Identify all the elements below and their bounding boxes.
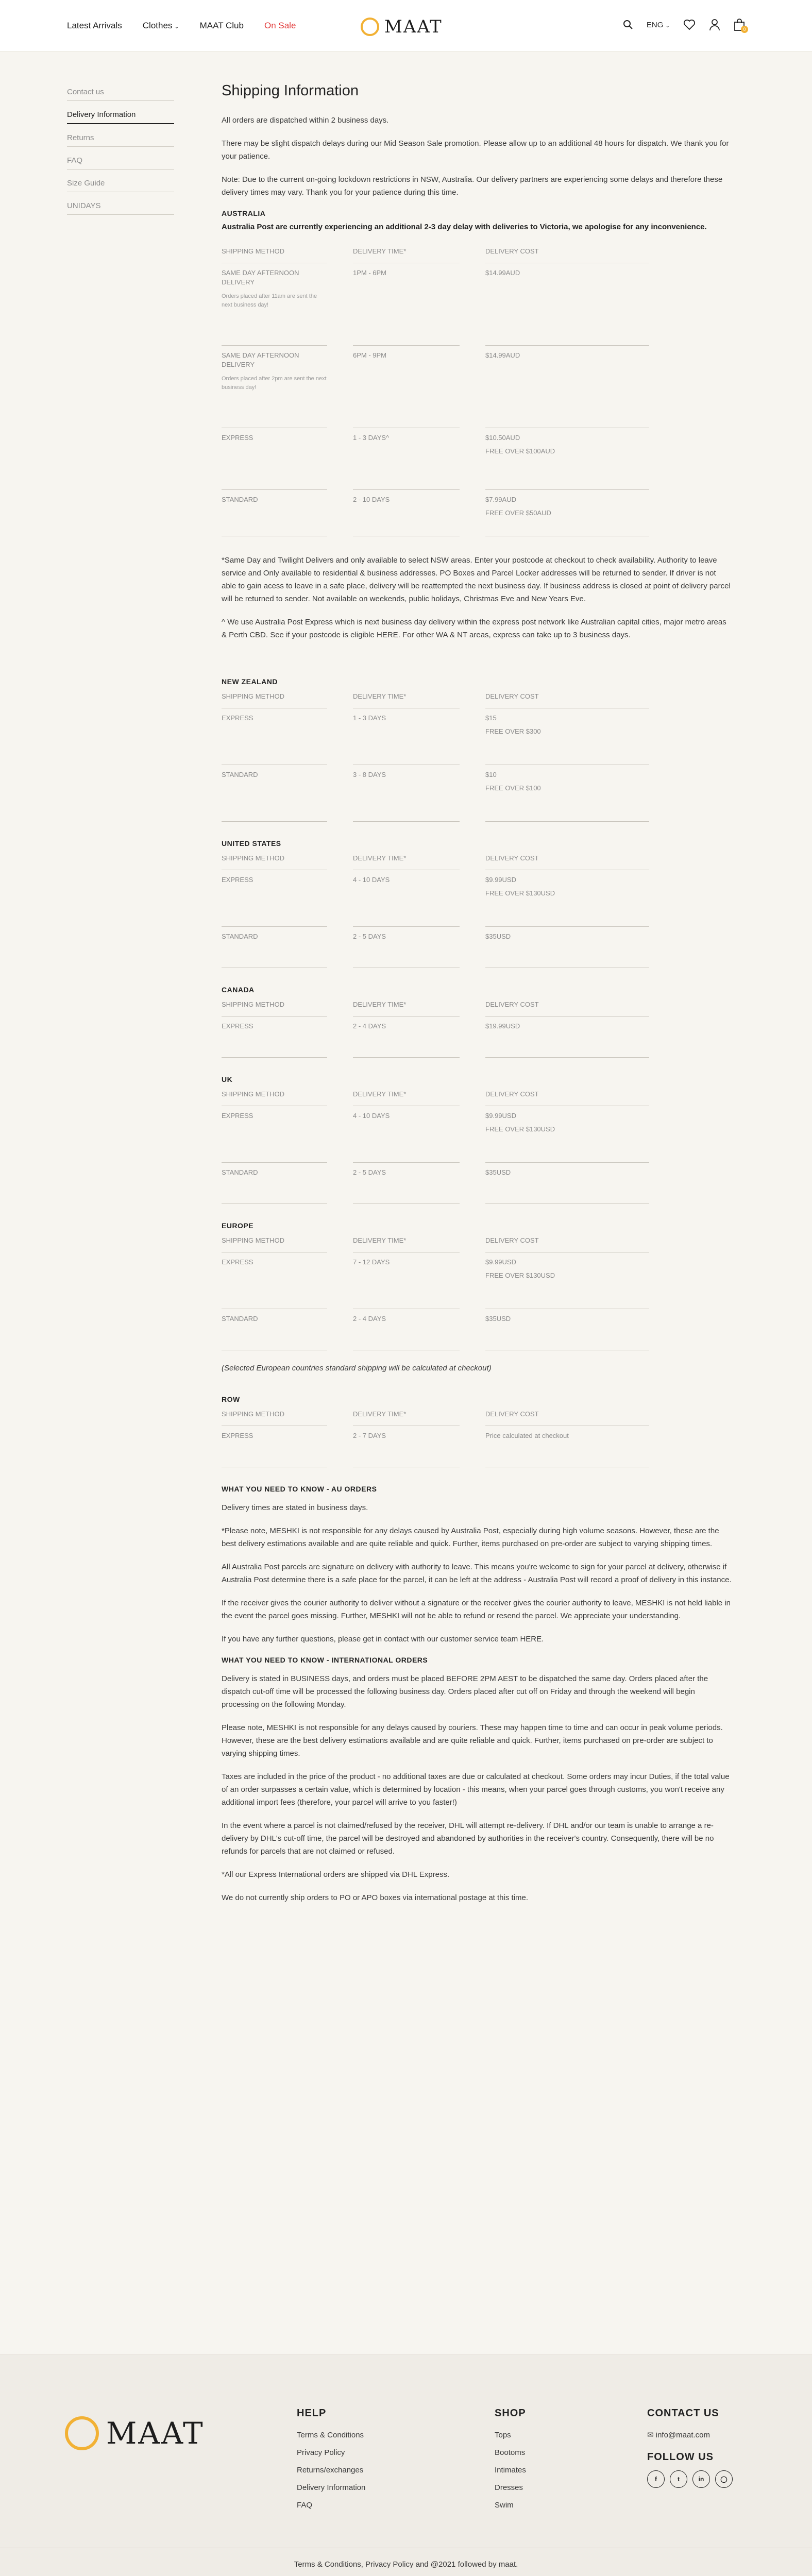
shipping-table-united-states: [222, 851, 649, 968]
table-row: [222, 765, 649, 822]
chevron-down-icon: ⌄: [665, 23, 670, 29]
nav-on-sale[interactable]: On Sale: [264, 21, 296, 30]
footer-follow-title: FOLLOW US: [647, 2451, 714, 2463]
sidebar-item-unidays[interactable]: UNIDAYS: [67, 195, 174, 215]
section-title-europe: EUROPE: [222, 1222, 254, 1230]
shipping-table-row: [222, 1406, 649, 1467]
row-time: 2 - 5 DAYS: [353, 1163, 460, 1204]
footer-link-dresses[interactable]: Dresses: [495, 2483, 523, 2492]
row-method: SAME DAY AFTERNOON DELIVERY: [222, 351, 299, 368]
footer-logo[interactable]: [65, 2416, 205, 2451]
intro-dispatch: All orders are dispatched within 2 business days.: [222, 116, 389, 125]
row-cost-free: FREE OVER $100: [485, 784, 541, 792]
table-header: [222, 689, 649, 708]
footer-shop-title: SHOP: [495, 2408, 526, 2419]
table-row: [222, 708, 649, 765]
row-cost: $19.99USD: [485, 1016, 649, 1058]
table-row: [222, 490, 649, 536]
know-au-para: If you have any further questions, please get in contact with our customer service team HERE.: [222, 1635, 544, 1643]
row-cost: Price calculated at checkout: [485, 1426, 649, 1467]
logo-ring-icon: [65, 2416, 99, 2450]
row-time: 2 - 4 DAYS: [353, 1016, 460, 1058]
main-content: [222, 82, 732, 1914]
section-title-uk: UK: [222, 1075, 233, 1083]
row-time: 7 - 12 DAYS: [353, 1252, 460, 1309]
know-au-para: *Please note, MESHKI is not responsible for any delays caused by Australia Post, especially during high volume seasons. However, these are the best delivery estimations available and are quite reliable and quick. Further, items purchased on pre-order are subject to varying shipping times.: [222, 1527, 719, 1548]
know-intl-para: Taxes are included in the price of the product - no additional taxes are due or calculated at checkout. Some orders may incur Duties, if the total value of an order surpasses a certain value, which is determined by location - this means, when your parcel goes through customs, you won't receive any additional import fees (therefore, your parcel will arrive to you faster!): [222, 1772, 730, 1807]
row-cost-free: FREE OVER $300: [485, 727, 541, 735]
row-time: 3 - 8 DAYS: [353, 765, 460, 822]
header-time: DELIVERY TIME*: [353, 244, 460, 263]
header-time: DELIVERY TIME*: [353, 851, 460, 870]
shipping-table-australia: [222, 244, 649, 536]
footer-contact: [647, 2408, 733, 2488]
row-cost: $35USD: [485, 927, 649, 968]
row-time: 1 - 3 DAYS^: [353, 428, 460, 490]
header-actions: [623, 19, 745, 31]
header-time: DELIVERY TIME*: [353, 1087, 460, 1106]
header-cost: DELIVERY COST: [485, 244, 649, 263]
footer-link-delivery[interactable]: Delivery Information: [297, 2483, 366, 2492]
europe-note: (Selected European countries standard shipping will be calculated at checkout): [222, 1364, 492, 1372]
sidebar-item-faq[interactable]: FAQ: [67, 150, 174, 170]
logo-ring-icon: [361, 18, 379, 36]
bag-count-badge: 0: [741, 26, 748, 33]
row-method: EXPRESS: [222, 1016, 327, 1058]
australia-same-day-note: *Same Day and Twilight Delivers and only available to select NSW areas. Enter your postcode at checkout to check availability. Authority to leave service and Only available to residential & business addresses. PO Boxes and Parcel Locker addresses will be returned to sender. If driver is not able to gain acess to leave in a safe place, delivery will be reattempted the next business day. If business address is closed at point of delivery parcel will be returned to sender. Not available on weekends, public holidays, Christmas Eve and New Years Eve.: [222, 556, 731, 603]
know-au-para: If the receiver gives the courier authority to deliver without a signature or the receiver gives the courier authority to leave, MESHKI is not held liable in the event the parcel goes missing. Further, MESHKI will not be able to refund or resend the parcel. We appreciate your understanding.: [222, 1599, 731, 1620]
header-cost: DELIVERY COST: [485, 689, 649, 708]
user-icon[interactable]: [709, 19, 720, 31]
footer-link-intimates[interactable]: Intimates: [495, 2466, 526, 2475]
shipping-table-uk: [222, 1087, 649, 1204]
table-row: [222, 1016, 649, 1058]
table-row: [222, 927, 649, 968]
header-method: SHIPPING METHOD: [222, 1087, 327, 1106]
footer-link-tops[interactable]: Tops: [495, 2431, 511, 2439]
sidebar-item-size-guide[interactable]: Size Guide: [67, 173, 174, 192]
table-row: [222, 1252, 649, 1309]
header-cost: DELIVERY COST: [485, 1233, 649, 1252]
table-row: [222, 1309, 649, 1350]
footer-email: info@maat.com: [655, 2431, 711, 2439]
row-cost: $9.99USD: [485, 876, 516, 884]
row-method: STANDARD: [222, 765, 327, 822]
language-label: ENG: [646, 20, 664, 29]
footer-link-terms[interactable]: Terms & Conditions: [297, 2431, 364, 2439]
footer-help: [297, 2408, 365, 2514]
header-time: DELIVERY TIME*: [353, 1406, 460, 1426]
table-header: [222, 997, 649, 1016]
know-intl-para: In the event where a parcel is not claimed/refused by the receiver, DHL will attempt re-delivery. If DHL and/or our team is unable to arrange a re-delivery by DHL's cut-off time, the parcel will be destroyed and abandoned by authorities in the receiver's country. Consequently, there will be no refunds for parcels that are not claimed or refused.: [222, 1821, 714, 1856]
nav-latest-arrivals[interactable]: Latest Arrivals: [67, 21, 122, 30]
know-au-para: All Australia Post parcels are signature on delivery with authority to leave. This means you're welcome to sign for your parcel at delivery, otherwise if Australia Post determine there is a safe place for the parcel, it can be left at the address - Australia Post will record a proof of delivery in this instance.: [222, 1563, 732, 1584]
know-intl-para: Please note, MESHKI is not responsible for any delays caused by couriers. These may happen time to time and can occur in peak volume periods. However, these are the best delivery estimations available and are quite reliable and quick. Further, items purchased on pre-order are subject to varying shipping times.: [222, 1723, 723, 1758]
header-cost: DELIVERY COST: [485, 851, 649, 870]
row-method: SAME DAY AFTERNOON DELIVERY: [222, 269, 299, 286]
row-cost: $15: [485, 714, 497, 722]
header-method: SHIPPING METHOD: [222, 244, 327, 263]
section-title-row: ROW: [222, 1395, 240, 1403]
header-cost: DELIVERY COST: [485, 1406, 649, 1426]
mail-icon: ✉: [647, 2431, 654, 2439]
heart-icon[interactable]: [683, 19, 696, 30]
row-method: EXPRESS: [222, 428, 327, 490]
header-cost: DELIVERY COST: [485, 1087, 649, 1106]
row-method-note: Orders placed after 11am are sent the next business day!: [222, 293, 317, 308]
nav-maat-club[interactable]: MAAT Club: [199, 21, 244, 30]
table-row: [222, 428, 649, 490]
header-method: SHIPPING METHOD: [222, 997, 327, 1016]
footer-link-returns[interactable]: Returns/exchanges: [297, 2466, 364, 2475]
section-title-canada: CANADA: [222, 986, 255, 994]
row-method: EXPRESS: [222, 1252, 327, 1309]
row-method: EXPRESS: [222, 1106, 327, 1163]
header-time: DELIVERY TIME*: [353, 997, 460, 1016]
nav-clothes-label: Clothes: [142, 21, 173, 30]
row-cost: $7.99AUD: [485, 496, 516, 503]
header-method: SHIPPING METHOD: [222, 689, 327, 708]
know-intl-para: We do not currently ship orders to PO or APO boxes via international postage at this time.: [222, 1893, 529, 1902]
linkedin-icon[interactable]: in: [692, 2470, 710, 2488]
table-header: [222, 1087, 649, 1106]
footer-link-bottoms[interactable]: Bootoms: [495, 2448, 526, 2457]
header-method: SHIPPING METHOD: [222, 1233, 327, 1252]
row-method: STANDARD: [222, 1309, 327, 1350]
header-time: DELIVERY TIME*: [353, 1233, 460, 1252]
header-method: SHIPPING METHOD: [222, 851, 327, 870]
row-cost: $10.50AUD: [485, 434, 520, 442]
site-footer: [0, 2354, 812, 2576]
row-method-note: Orders placed after 2pm are sent the next business day!: [222, 376, 327, 391]
page-title: Shipping Information: [222, 82, 359, 99]
row-cost-free: FREE OVER $130USD: [485, 1272, 555, 1279]
footer-shop: [495, 2408, 526, 2514]
footer-copyright: Terms & Conditions, Privacy Policy and @2021 followed by maat.: [294, 2560, 518, 2569]
table-row: [222, 870, 649, 927]
row-cost: $9.99USD: [485, 1258, 516, 1266]
table-row: [222, 263, 649, 346]
header-time: DELIVERY TIME*: [353, 689, 460, 708]
row-time: 2 - 10 DAYS: [353, 490, 460, 536]
social-links: [647, 2470, 733, 2488]
know-au-para: Delivery times are stated in business days.: [222, 1503, 368, 1512]
site-logo[interactable]: [361, 16, 443, 37]
section-title-australia: AUSTRALIA: [222, 209, 266, 217]
table-row: [222, 1163, 649, 1204]
row-method: STANDARD: [222, 490, 327, 536]
row-cost-free: FREE OVER $100AUD: [485, 447, 555, 455]
row-time: 2 - 5 DAYS: [353, 927, 460, 968]
australia-notice: Australia Post are currently experiencing an additional 2-3 day delay with deliveries to Victoria, we apologise for any inconvenience.: [222, 223, 707, 231]
bag-icon[interactable]: [734, 19, 745, 31]
row-time: 4 - 10 DAYS: [353, 1106, 460, 1163]
table-header: [222, 851, 649, 870]
language-selector[interactable]: [647, 21, 670, 29]
footer-logo-text: MAAT: [106, 2416, 205, 2451]
row-time: 6PM - 9PM: [353, 346, 460, 428]
nav-clothes[interactable]: [143, 21, 179, 31]
header-method: SHIPPING METHOD: [222, 1406, 327, 1426]
site-header: [0, 0, 812, 52]
row-cost: $9.99USD: [485, 1112, 516, 1120]
footer-link-swim[interactable]: Swim: [495, 2501, 514, 2510]
chevron-down-icon: ⌄: [174, 24, 179, 30]
footer-contact-title: CONTACT US: [647, 2408, 719, 2419]
main-nav: [67, 21, 296, 31]
row-time: 4 - 10 DAYS: [353, 870, 460, 927]
table-row: [222, 1106, 649, 1163]
footer-link-faq[interactable]: FAQ: [297, 2501, 313, 2510]
section-title-know-intl: WHAT YOU NEED TO KNOW - INTERNATIONAL ORDERS: [222, 1656, 428, 1664]
row-cost: $10: [485, 771, 497, 778]
row-cost: $14.99AUD: [485, 346, 649, 428]
search-icon[interactable]: [623, 20, 633, 30]
row-cost-free: FREE OVER $130USD: [485, 889, 555, 897]
sidebar-item-contact[interactable]: Contact us: [67, 81, 174, 101]
table-header: [222, 1406, 649, 1426]
row-method: EXPRESS: [222, 1426, 327, 1467]
row-method: STANDARD: [222, 927, 327, 968]
facebook-icon[interactable]: f: [647, 2470, 665, 2488]
row-time: 2 - 7 DAYS: [353, 1426, 460, 1467]
row-time: 1PM - 6PM: [353, 263, 460, 346]
shipping-table-canada: [222, 997, 649, 1058]
row-cost: $35USD: [485, 1163, 649, 1204]
section-title-new-zealand: NEW ZEALAND: [222, 677, 278, 686]
footer-email-link[interactable]: [647, 2427, 733, 2444]
row-method: EXPRESS: [222, 708, 327, 765]
sidebar-item-returns[interactable]: Returns: [67, 127, 174, 147]
australia-express-note: ^ We use Australia Post Express which is next business day delivery within the express post network like Australian capital cities, major metro areas & Perth CBD. See if your postcode is eligible HERE. For other WA & NT areas, express can take up to 3 business days.: [222, 618, 726, 639]
shipping-table-europe: [222, 1233, 649, 1350]
sidebar-item-delivery[interactable]: Delivery Information: [67, 104, 174, 124]
row-cost: $35USD: [485, 1309, 649, 1350]
header-cost: DELIVERY COST: [485, 997, 649, 1016]
help-sidebar: [67, 81, 174, 218]
intro-lockdown: Note: Due to the current on-going lockdown restrictions in NSW, Australia. Our delivery partners are experiencing some delays and therefore these delivery times may vary. Thank you for your patience during this time.: [222, 175, 723, 197]
know-intl-para: *All our Express International orders are shipped via DHL Express.: [222, 1870, 450, 1879]
row-cost-free: FREE OVER $50AUD: [485, 509, 551, 517]
table-row: [222, 346, 649, 428]
footer-help-title: HELP: [297, 2408, 327, 2419]
know-intl-para: Delivery is stated in BUSINESS days, and orders must be placed BEFORE 2PM AEST to be dispatched the same day. Orders placed after the dispatch cut-off time will be processed the following business day. Orders placed after cut off on Friday and through the weekend will begin processing on the following Monday.: [222, 1674, 708, 1709]
section-title-united-states: UNITED STATES: [222, 839, 281, 848]
row-method: EXPRESS: [222, 870, 327, 927]
table-header: [222, 244, 649, 263]
row-method: STANDARD: [222, 1163, 327, 1204]
section-title-know-au: WHAT YOU NEED TO KNOW - AU ORDERS: [222, 1485, 377, 1493]
logo-text: MAAT: [384, 16, 443, 37]
row-cost-free: FREE OVER $130USD: [485, 1125, 555, 1133]
intro-sale-delay: There may be slight dispatch delays during our Mid Season Sale promotion. Please allow up to an additional 48 hours for dispatch. We thank you for your patience.: [222, 139, 729, 161]
twitter-icon[interactable]: t: [670, 2470, 687, 2488]
table-header: [222, 1233, 649, 1252]
row-cost: $14.99AUD: [485, 263, 649, 346]
shipping-table-new-zealand: [222, 689, 649, 822]
footer-link-privacy[interactable]: Privacy Policy: [297, 2448, 345, 2457]
row-time: 2 - 4 DAYS: [353, 1309, 460, 1350]
instagram-icon[interactable]: ◯: [715, 2470, 733, 2488]
table-row: [222, 1426, 649, 1467]
row-time: 1 - 3 DAYS: [353, 708, 460, 765]
